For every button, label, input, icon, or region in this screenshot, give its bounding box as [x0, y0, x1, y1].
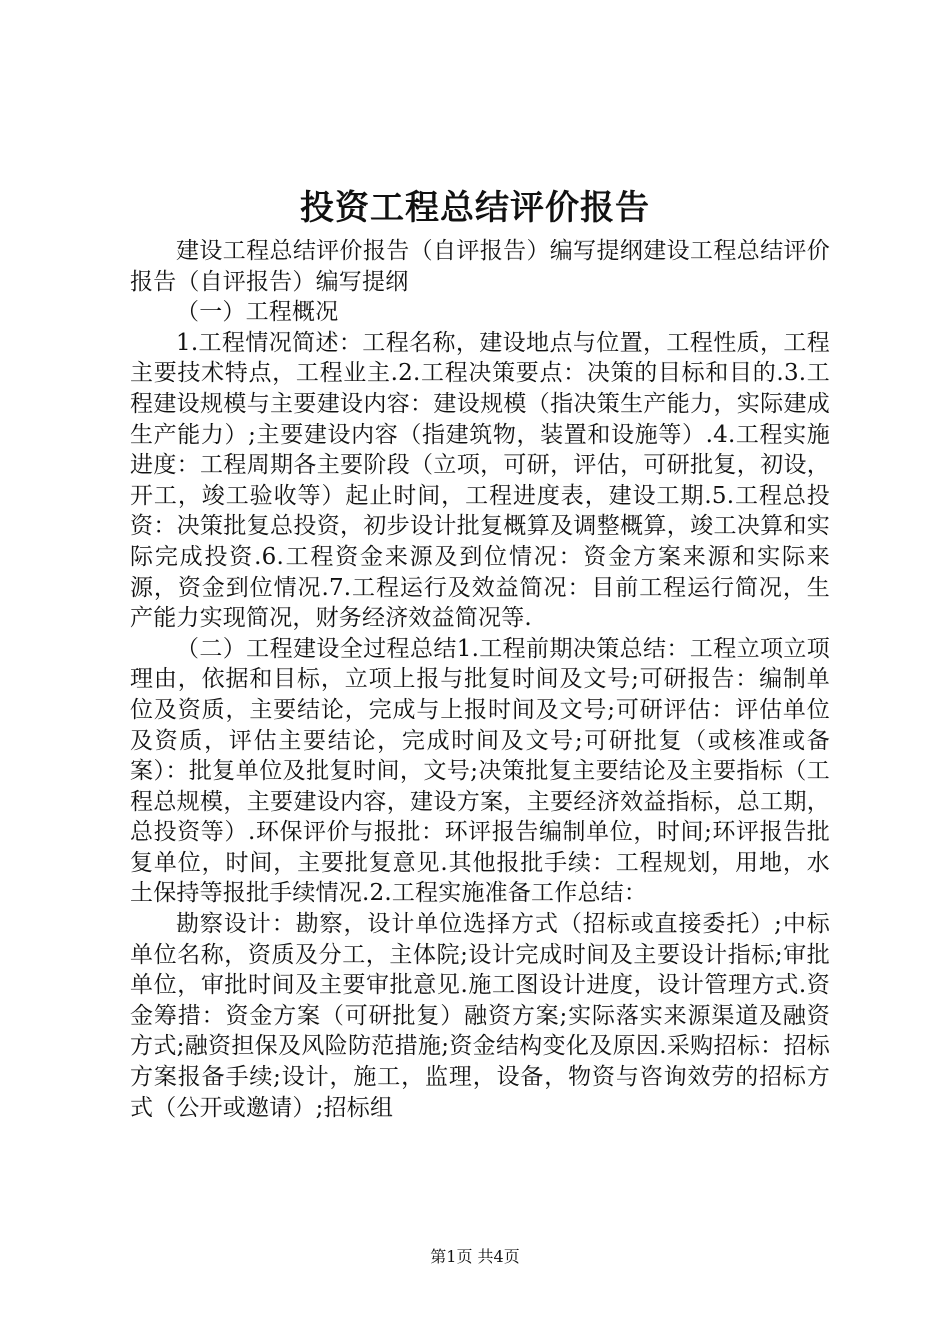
paragraph-design-funding: 勘察设计：勘察，设计单位选择方式（招标或直接委托）;中标单位名称，资质及分工，主体院;设计完成时间及主要设计指标;审批单位，审批时间及主要审批意见.施工图设计进度，设计管理方式.资金筹措：资金方案（可研批复）融资方案;实际落实来源渠道及融资方式;融资担保及风险防范措施;资金结构变化及原因.采购招标：招标方案报备手续;设计，施工，监理，设备，物资与咨询效劳的招标方式（公开或邀请）;招标组 [130, 911, 830, 1121]
paragraph-intro: 建设工程总结评价报告（自评报告）编写提纲建设工程总结评价报告（自评报告）编写提纲 [130, 238, 830, 295]
paragraph-overview: 1.工程情况简述：工程名称，建设地点与位置，工程性质，工程主要技术特点，工程业主.2.工程决策要点：决策的目标和目的.3.工程建设规模与主要建设内容：建设规模（指决策生产能力，实际建成生产能力）;主要建设内容（指建筑物，装置和设施等）.4.工程实施进度：工程周期各主要阶段（立项，可研，评估，可研批复，初设，开工，竣工验收等）起止时间，工程进度表，建设工期.5.工程总投资：决策批复总投资，初步设计批复概算及调整概算，竣工决算和实际完成投资.6.工程资金来源及到位情况：资金方案来源和实际来源，资金到位情况.7.工程运行及效益简况：目前工程运行简况，生产能力实现简况，财务经济效益简况等. [130, 329, 830, 632]
paragraph-process-summary: （二）工程建设全过程总结1.工程前期决策总结：工程立项立项理由，依据和目标，立项上报与批复时间及文号;可研报告：编制单位及资质，主要结论，完成与上报时间及文号;可研评估：评估单位及资质，评估主要结论，完成时间及文号;可研批复（或核准或备案）：批复单位及批复时间，文号;决策批复主要结论及主要指标（工程总规模，主要建设内容，建设方案，主要经济效益指标，总工期，总投资等）.环保评价与报批：环评报告编制单位，时间;环评报告批复单位，时间，主要批复意见.其他报批手续：工程规划，用地，水土保持等报批手续情况.2.工程实施准备工作总结： [130, 635, 830, 907]
document-title: 投资工程总结评价报告 [300, 188, 650, 228]
paragraph-section-heading: （一）工程概况 [176, 299, 339, 326]
page-number-footer: 第1页 共4页 [430, 1247, 520, 1266]
document-body [130, 236, 830, 1123]
